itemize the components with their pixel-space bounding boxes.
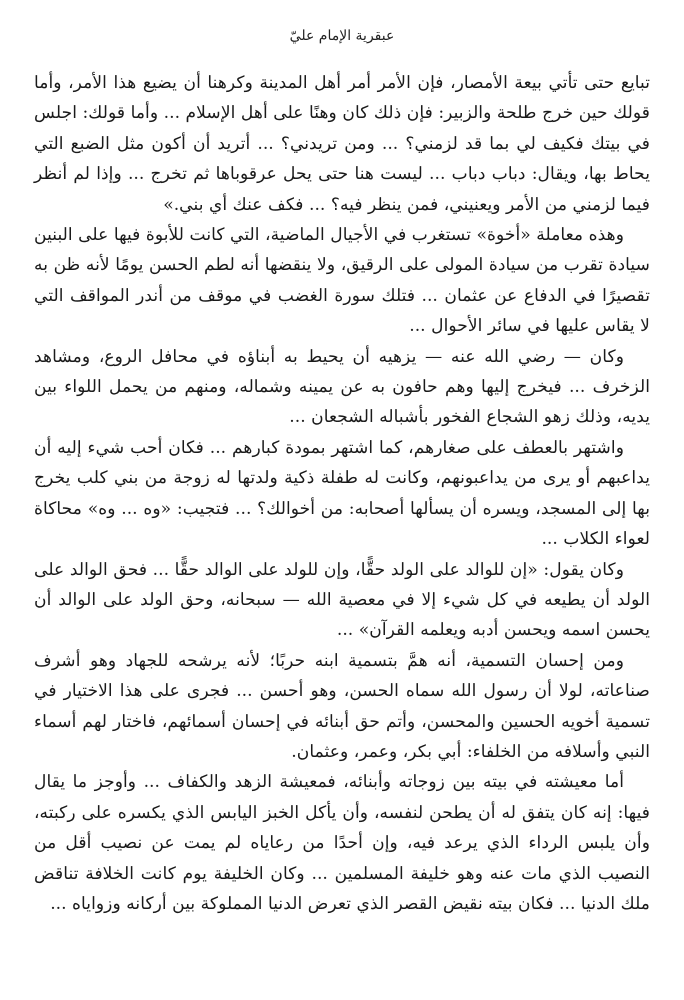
paragraph-1: تبايع حتى تأتي بيعة الأمصار، فإن الأمر أمر أهل المدينة وكرهنا أن يضيع هذا الأمر، وأما قولك حين خرج طلحة والزبير: فإن ذلك كان وهنًا على أهل الإسلام ... وأما قولك: اجلس في بيتك فكيف لي بما قد لزمني؟ ... ومن تريدني؟ ... أتريد أن أكون مثل الضبع التي يحاط بها، ويقال: دباب دباب ... ليست هنا حتى يحل عرقوباها ثم تخرج ... وإذا لم أنظر فيما لزمني من الأمر ويعنيني، فمن ينظر فيه؟ ... فكف عنك أي بني.» (34, 73, 650, 215)
paragraph-3: وكان — رضي الله عنه — يزهيه أن يحيط به أبناؤه في محافل الروع، ومشاهد الزخرف ... فيخرج إليها وهم حافون به عن يمينه وشماله، ومنهم من يحمل اللواء بين يديه، وذلك زهو الشجاع الفخور بأشباله الشجعان ... (34, 346, 650, 428)
paragraph-7: أما معيشته في بيته بين زوجاته وأبنائه، فمعيشة الزهد والكفاف ... وأوجز ما يقال فيها: إنه كان يتفق له أن يطحن لنفسه، وأن يأكل الخبز اليابس الذي يكسره على ركبته، وأن يلبس الرداء الذي يرعد فيه، وإن أحدًا من رعاياه لم يمت عن نصيب أقل من النصيب الذي مات عنه وهو خليفة المسلمين ... وكان الخليفة يوم كانت الخلافة تناقض ملك الدنيا ... فكان بيته نقيض القصر الذي تعرض الدنيا المملوكة بين أركانه وزواياه ... (34, 772, 650, 914)
body-text (34, 68, 650, 919)
paragraph-6: ومن إحسان التسمية، أنه همَّ بتسمية ابنه حربًا؛ لأنه يرشحه للجهاد وهو أشرف صناعاته، لولا أن رسول الله سماه الحسن، وهو أحسن ... فجرى على هذا الاختيار في تسمية أخويه الحسين والمحسن، وأتم حق أبنائه في إحسان أسمائهم، فاختار لهم أسماء النبي وأسلافه من الخلفاء: أبي بكر، وعمر، وعثمان. (34, 650, 650, 762)
paragraph-2: وهذه معاملة «أخوة» تستغرب في الأجيال الماضية، التي كانت للأبوة فيها على البنين سيادة تقرب من سيادة المولى على الرقيق، ولا ينقضها أنه لطم الحسن يومًا لأنه ظن به تقصيرًا في الدفاع عن عثمان ... فتلك سورة الغضب في موقف من أندر المواقف التي لا يقاس عليها في سائر الأحوال ... (33, 225, 650, 337)
paragraph-4: واشتهر بالعطف على صغارهم، كما اشتهر بمودة كبارهم ... فكان أحب شيء إليه أن يداعبهم أو يرى من يداعبونهم، وكانت له طفلة ذكية ولدتها له زوجة من بني كلب يخرج بها إلى المسجد، ويسره أن يسألها أصحابه: من أخوالك؟ ... فتجيب: «وه ... وه» محاكاة لعواء الكلاب ... (34, 437, 650, 550)
paragraph-5: وكان يقول: «إن للوالد على الولد حقًّا، وإن للولد على الوالد حقًّا ... فحق الوالد على الولد أن يطيعه في كل شيء إلا في معصية الله — سبحانه، وحق الولد على الوالد أن يحسن اسمه ويحسن أدبه ويعلمه القرآن» ... (34, 559, 650, 641)
running-header: عبقرية الإمام عليّ (289, 28, 395, 44)
